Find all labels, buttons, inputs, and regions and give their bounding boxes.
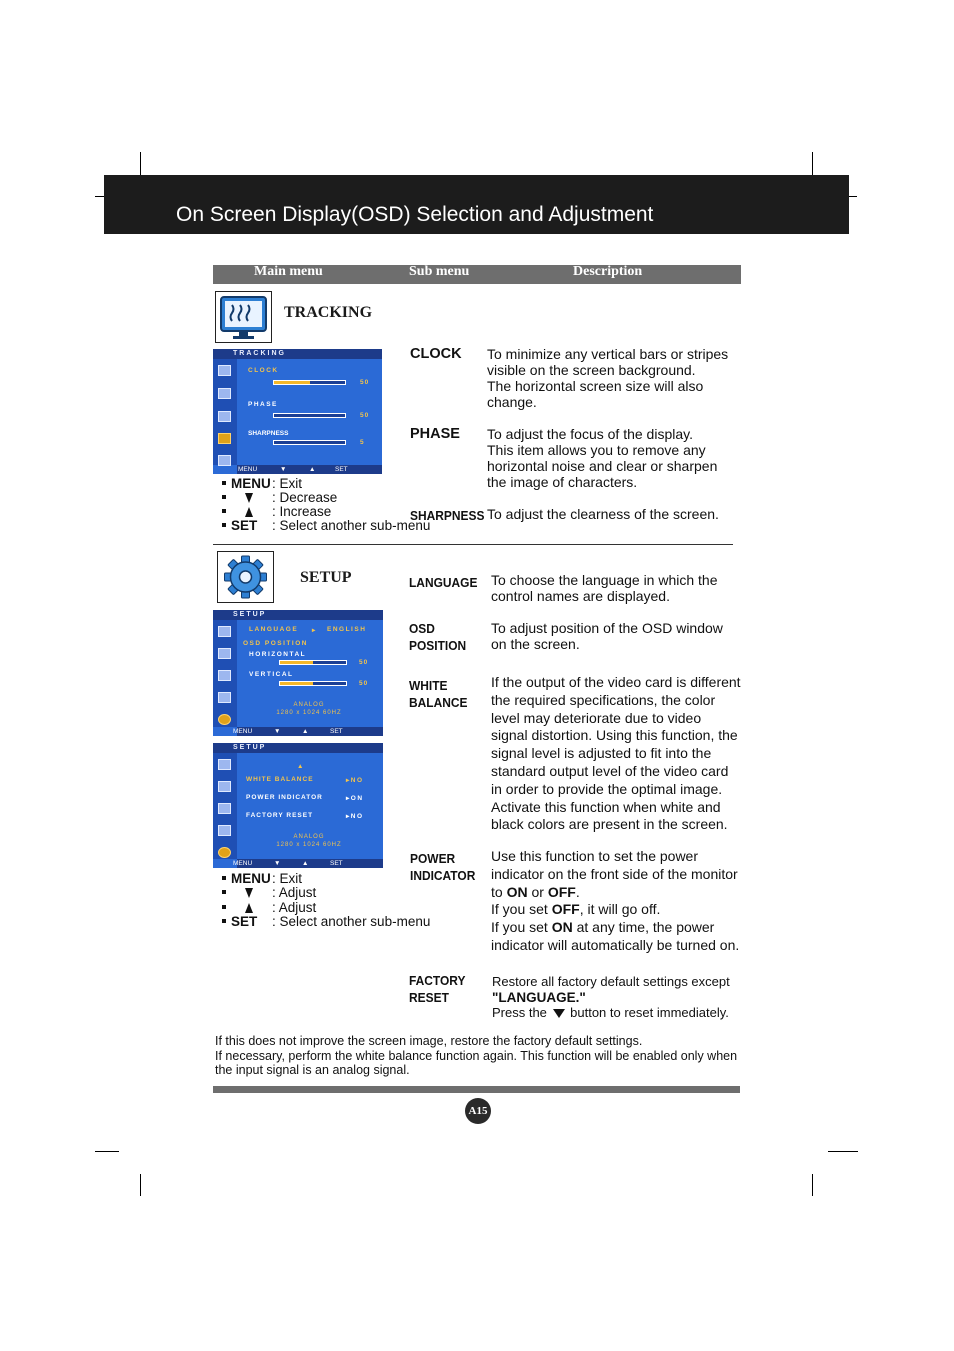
color-icon: [218, 781, 231, 792]
crop-mark: [812, 1174, 813, 1196]
header-main-menu: Main menu: [254, 264, 323, 279]
color-icon: [218, 388, 231, 399]
osd-vertical-label: VERTICAL: [249, 671, 294, 678]
up-triangle-icon: [245, 507, 253, 517]
setup-gear-icon: [217, 551, 274, 603]
tracking-icon: [218, 825, 231, 836]
osd-signal: ANALOG: [293, 834, 325, 840]
down-arrow-icon: ▼: [274, 860, 281, 867]
osd-item-value: ▸ON: [346, 795, 364, 802]
osd-item-label: FACTORY RESET: [246, 812, 314, 819]
down-triangle-icon: [553, 1009, 565, 1018]
osd-item-value: 5: [360, 439, 365, 446]
osd-position-icon: [218, 411, 231, 422]
submenu-white-balance: WHITE BALANCE: [409, 678, 468, 710]
section-divider: [213, 544, 733, 545]
right-arrow-icon: ▸: [312, 627, 317, 634]
osd-slider: [273, 440, 346, 445]
tracking-osd-screen: [213, 349, 382, 474]
submenu-clock: CLOCK: [410, 346, 462, 362]
osd-item-value: 50: [360, 379, 370, 386]
tracking-icon: [218, 692, 231, 703]
picture-icon: [218, 365, 231, 376]
setup-selected-icon: [218, 847, 231, 858]
slider-fill: [274, 381, 310, 384]
bottom-bar: [213, 1086, 740, 1093]
setup-icon: [218, 455, 231, 466]
page-title: On Screen Display(OSD) Selection and Adjustment: [176, 203, 654, 226]
clock-description: To minimize any vertical bars or stripes visible on the screen background. The horizontal screen size will also change.: [487, 346, 729, 410]
slider-fill: [280, 661, 313, 664]
crop-mark: [828, 1151, 858, 1152]
osd-footer-menu: MENU: [233, 728, 253, 735]
setup-selected-icon: [218, 714, 231, 725]
setup-osd-screen-2: [213, 743, 383, 868]
osd-position-label: OSD POSITION: [243, 640, 308, 647]
setup-osd-screen-1: [213, 610, 383, 736]
osd-title-bar: SETUP: [213, 610, 383, 620]
up-triangle-icon: [245, 903, 253, 913]
osd-horizontal-value: 50: [359, 659, 369, 666]
osd-position-icon: [218, 803, 231, 814]
picture-icon: [218, 626, 231, 637]
osd-position-description: To adjust position of the OSD window on the screen.: [491, 620, 723, 652]
color-icon: [218, 648, 231, 659]
footnote: If this does not improve the screen image, restore the factory default settings. If necessary, perform the white balance function again. This function will be enabled only when the input signal is an analog signal.: [215, 1034, 738, 1077]
up-arrow-icon: ▲: [297, 763, 305, 770]
osd-language-label: LANGUAGE: [249, 626, 299, 633]
slider-fill: [274, 441, 310, 444]
osd-item-label: PHASE: [248, 401, 278, 408]
crop-mark: [140, 1174, 141, 1196]
osd-title-bar: SETUP: [213, 743, 383, 753]
osd-footer-set: SET: [335, 466, 348, 473]
osd-footer-set: SET: [330, 728, 343, 735]
down-arrow-icon: ▼: [274, 728, 281, 735]
osd-slider: [273, 413, 346, 418]
osd-item-value: 50: [360, 412, 370, 419]
osd-item-label: CLOCK: [248, 367, 279, 374]
down-triangle-icon: [245, 888, 253, 898]
header-description: Description: [573, 264, 643, 279]
factory-reset-description: Restore all factory default settings except "LANGUAGE." Press the button to reset immediately.: [492, 974, 730, 1020]
osd-footer-menu: MENU: [233, 860, 253, 867]
submenu-sharpness: SHARPNESS: [410, 508, 485, 523]
osd-side-menu: [213, 620, 237, 727]
osd-footer: [233, 727, 383, 736]
osd-horizontal-label: HORIZONTAL: [249, 651, 307, 658]
osd-title-bar: TRACKING: [213, 349, 382, 359]
slider-fill: [280, 682, 313, 685]
tracking-title: TRACKING: [284, 304, 373, 321]
osd-footer: [233, 859, 383, 868]
osd-item-label: POWER INDICATOR: [246, 794, 323, 801]
up-arrow-icon: ▲: [302, 728, 309, 735]
osd-language-value: ENGLISH: [327, 626, 367, 633]
submenu-phase: PHASE: [410, 426, 460, 442]
submenu-osd-position: OSD POSITION: [409, 621, 467, 653]
osd-footer-menu: MENU: [238, 466, 258, 473]
osd-side-menu: [213, 753, 237, 859]
tracking-icon: [215, 291, 272, 343]
power-indicator-description: Use this function to set the power indicator on the front side of the monitor to ON or OFF. If you set OFF, it will go off. If you set ON at any time, the power indicator will automatically be turned on.: [491, 848, 740, 953]
osd-item-value: ▸NO: [346, 813, 364, 820]
white-balance-description: If the output of the video card is different the required specifications, the color level may deteriorate due to video signal distortion. Using this function, the signal level is adjusted to fit into the standard output level of the video card in order to provide the optimal image. Activate this function when white and black colors are present in the screen.: [491, 674, 741, 833]
down-triangle-icon: [245, 493, 253, 503]
osd-resolution: 1280 x 1024 60HZ: [276, 710, 342, 716]
submenu-factory-reset: FACTORY RESET: [409, 973, 466, 1005]
page-number: A15: [465, 1098, 491, 1124]
sharpness-description: To adjust the clearness of the screen.: [487, 506, 719, 522]
osd-position-icon: [218, 670, 231, 681]
osd-footer-set: SET: [330, 860, 343, 867]
header-sub-menu: Sub menu: [409, 264, 470, 279]
osd-side-menu: [213, 359, 237, 465]
slider-fill: [274, 414, 310, 417]
osd-footer: [237, 465, 382, 474]
submenu-power-indicator: POWER INDICATOR: [410, 851, 476, 883]
picture-icon: [218, 759, 231, 770]
up-arrow-icon: ▲: [302, 860, 309, 867]
submenu-language: LANGUAGE: [409, 575, 478, 590]
osd-slider: [279, 681, 347, 686]
tracking-selected-icon: [218, 433, 231, 444]
osd-item-label: WHITE BALANCE: [246, 776, 314, 783]
osd-slider: [273, 380, 346, 385]
setup-title: SETUP: [300, 569, 352, 586]
up-arrow-icon: ▲: [309, 466, 316, 473]
phase-description: To adjust the focus of the display. This item allows you to remove any horizontal noise and clear or sharpen the image of characters.: [487, 426, 718, 490]
osd-item-label: SHARPNESS: [248, 430, 289, 437]
osd-resolution: 1280 x 1024 60HZ: [276, 842, 342, 848]
osd-item-value: ▸NO: [346, 777, 364, 784]
down-arrow-icon: ▼: [280, 466, 287, 473]
osd-vertical-value: 50: [359, 680, 369, 687]
language-description: To choose the language in which the control names are displayed.: [491, 572, 718, 604]
crop-mark: [95, 1151, 119, 1152]
osd-signal: ANALOG: [293, 702, 325, 708]
osd-slider: [279, 660, 347, 665]
